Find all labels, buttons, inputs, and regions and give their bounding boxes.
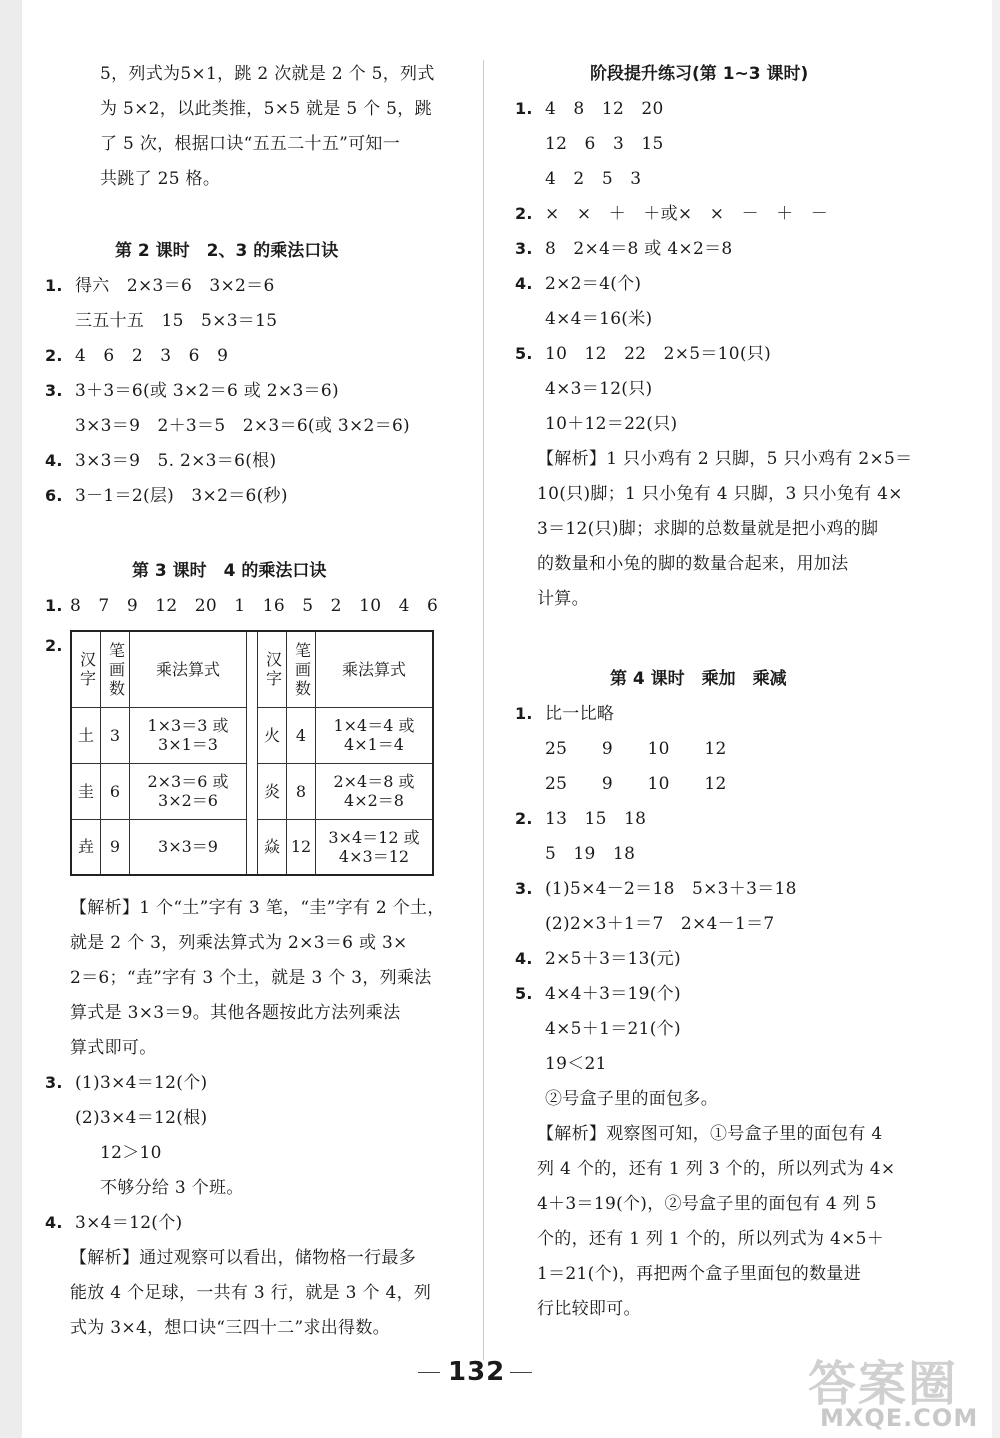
- page-number-dash-right: [510, 1372, 532, 1373]
- question-number: 5.: [515, 984, 533, 1003]
- answer-line: (2)3×4＝12(根): [75, 1108, 208, 1128]
- table-cell-char: 圭: [71, 763, 101, 819]
- table-row: [71, 819, 433, 875]
- answer-line: (2)2×3＋1＝7 2×4－1＝7: [545, 914, 775, 934]
- answer-line: (1)5×4－2＝18 5×3＋3＝18: [545, 879, 797, 899]
- question-number: 3.: [515, 239, 533, 258]
- analysis-line: 式为 3×4，想口诀“三四十二”求出得数。: [70, 1318, 390, 1338]
- answer-line: 3＋3＝6(或 3×2＝6 或 2×3＝6): [75, 381, 339, 401]
- answer-line: 4 6 2 3 6 9: [75, 346, 229, 366]
- analysis-line: 算式即可。: [70, 1038, 157, 1058]
- answer-line: (1)3×4＝12(个): [75, 1073, 208, 1093]
- answer-line: 3×3＝9 5. 2×3＝6(根): [75, 451, 277, 471]
- answer-line: 3－1＝2(层) 3×2＝6(秒): [75, 486, 288, 506]
- answer-line: × × ＋ ＋或× × － ＋ －: [545, 204, 829, 224]
- question-number: 2.: [515, 204, 533, 223]
- answer-line: 13 15 18: [545, 809, 647, 829]
- question-number: 3.: [515, 879, 533, 898]
- table-cell-char: 火: [258, 707, 287, 763]
- answer-line: 8 7 9 12 20 1 16 5 2 10 4 6: [70, 596, 439, 616]
- question-number: 2.: [515, 809, 533, 828]
- answer-line: 2×5＋3＝13(元): [545, 949, 681, 969]
- answer-line: 2×2＝4(个): [545, 274, 642, 294]
- question-number: 2.: [45, 636, 63, 655]
- answer-line: ②号盒子里的面包多。: [545, 1089, 718, 1109]
- question-number: 5.: [515, 344, 533, 363]
- answer-line: 10 12 22 2×5＝10(只): [545, 344, 772, 364]
- table-cell-strokes: 4: [287, 707, 316, 763]
- analysis-line: 【解析】1 个“土”字有 3 笔，“圭”字有 2 个土，: [70, 898, 445, 918]
- text-line: 了 5 次，根据口诀“五五二十五”可知一: [100, 134, 401, 154]
- answer-line: 3×4＝12(个): [75, 1213, 183, 1233]
- analysis-line: 列 4 个的，还有 1 列 3 个的，所以列式为 4×: [537, 1159, 896, 1179]
- analysis-line: 2＝6；“垚”字有 3 个土，就是 3 个 3，列乘法: [70, 968, 432, 988]
- question-number: 3.: [45, 381, 63, 400]
- section-title-lesson3: 第 3 课时 4 的乘法口诀: [132, 561, 327, 581]
- table-cell-strokes: 6: [101, 763, 130, 819]
- text-line: 为 5×2，以此类推，5×5 就是 5 个 5，跳: [100, 99, 432, 119]
- table-cell-char: 炎: [258, 763, 287, 819]
- answer-line: 25 9 10 12: [545, 774, 727, 794]
- table-cell-formula: 2×3＝6 或 3×2＝6: [130, 763, 247, 819]
- analysis-line: 的数量和小兔的脚的数量合起来，用加法: [537, 554, 849, 574]
- answer-line: 不够分给 3 个班。: [100, 1178, 244, 1198]
- watermark-logo: 答案圈: [808, 1356, 959, 1412]
- section-title-lesson2: 第 2 课时 2、3 的乘法口诀: [115, 241, 339, 261]
- table-header-formula: 乘法算式: [316, 631, 434, 707]
- page-gutter-left: [0, 0, 22, 1438]
- watermark-url: MXQE.COM: [820, 1404, 979, 1432]
- answer-line: 3×3＝9 2＋3＝5 2×3＝6(或 3×2＝6): [75, 416, 410, 436]
- analysis-line: 算式是 3×3＝9。其他各题按此方法列乘法: [70, 1003, 401, 1023]
- table-cell-formula: 3×4＝12 或 4×3＝12: [316, 819, 434, 875]
- analysis-line: 个的，还有 1 列 1 个的，所以列式为 4×5＋: [537, 1229, 885, 1249]
- analysis-line: 3＝12(只)脚；求脚的总数量就是把小鸡的脚: [537, 519, 879, 539]
- answer-line: 4 8 12 20: [545, 99, 664, 119]
- column-divider: [483, 60, 484, 1360]
- answer-line: 19＜21: [545, 1054, 607, 1074]
- analysis-line: 4＋3＝19(个)，②号盒子里的面包有 4 列 5: [537, 1194, 877, 1214]
- answer-line: 4×4＋3＝19(个): [545, 984, 681, 1004]
- question-number: 1.: [515, 99, 533, 118]
- answer-line: 4×5＋1＝21(个): [545, 1019, 681, 1039]
- page-edge-right: [992, 0, 1000, 1438]
- table-cell-strokes: 8: [287, 763, 316, 819]
- section-title-lesson4: 第 4 课时 乘加 乘减: [610, 669, 787, 689]
- table-cell-char: 土: [71, 707, 101, 763]
- answer-line: 4×3＝12(只): [545, 379, 653, 399]
- table-row: [71, 707, 433, 763]
- table-cell-strokes: 9: [101, 819, 130, 875]
- table-cell-strokes: 3: [101, 707, 130, 763]
- table-cell-formula: 1×3＝3 或 3×1＝3: [130, 707, 247, 763]
- analysis-line: 就是 2 个 3，列乘法算式为 2×3＝6 或 3×: [70, 933, 408, 953]
- answer-line: 4 2 5 3: [545, 169, 642, 189]
- text-line: 5，列式为5×1，跳 2 次就是 2 个 5，列式: [100, 64, 435, 84]
- answer-line: 4×4＝16(米): [545, 309, 653, 329]
- question-number: 1.: [45, 276, 63, 295]
- question-number: 2.: [45, 346, 63, 365]
- analysis-line: 【解析】1 只小鸡有 2 只脚，5 只小鸡有 2×5＝: [537, 449, 913, 469]
- table-header-formula: 乘法算式: [130, 631, 247, 707]
- question-number: 4.: [45, 451, 63, 470]
- text-line: 共跳了 25 格。: [100, 169, 221, 189]
- table-cell-formula: 2×4＝8 或 4×2＝8: [316, 763, 434, 819]
- question-number: 6.: [45, 486, 63, 505]
- table-cell-formula: 3×3＝9: [130, 819, 247, 875]
- answer-line: 12 6 3 15: [545, 134, 664, 154]
- table-cell-formula: 1×4＝4 或 4×1＝4: [316, 707, 434, 763]
- analysis-line: 行比较即可。: [537, 1299, 641, 1319]
- table-header-char: 汉字: [266, 650, 283, 689]
- answer-line: 得六 2×3＝6 3×2＝6: [75, 276, 275, 296]
- analysis-line: 【解析】通过观察可以看出，储物格一行最多: [70, 1248, 416, 1268]
- table-header-char: 汉字: [80, 650, 97, 689]
- page-number: 132: [448, 1357, 506, 1387]
- question-number: 4.: [515, 949, 533, 968]
- table-cell-char: 垚: [71, 819, 101, 875]
- analysis-line: 计算。: [537, 589, 589, 609]
- answer-line: 10＋12＝22(只): [545, 414, 678, 434]
- question-number: 1.: [515, 704, 533, 723]
- section-title-stage-practice: 阶段提升练习(第 1~3 课时): [590, 64, 809, 84]
- page-number-dash-left: [418, 1372, 440, 1373]
- analysis-line: 【解析】观察图可知，①号盒子里的面包有 4: [537, 1124, 883, 1144]
- question-number: 4.: [515, 274, 533, 293]
- table-row: [71, 763, 433, 819]
- answer-line: 比一比略: [545, 704, 615, 724]
- table-cell-strokes: 12: [287, 819, 316, 875]
- question-number: 1.: [45, 596, 63, 615]
- table-cell-char: 焱: [258, 819, 287, 875]
- answer-line: 三五十五 15 5×3＝15: [75, 311, 278, 331]
- question-number: 3.: [45, 1073, 63, 1092]
- analysis-line: 1＝21(个)，再把两个盒子里面包的数量进: [537, 1264, 862, 1284]
- answer-line: 25 9 10 12: [545, 739, 727, 759]
- question-number: 4.: [45, 1213, 63, 1232]
- answer-line: 8 2×4＝8 或 4×2＝8: [545, 239, 733, 259]
- answer-line: 12＞10: [100, 1143, 162, 1163]
- stroke-table: [70, 630, 434, 876]
- analysis-line: 能放 4 个足球，一共有 3 行，就是 3 个 4，列: [70, 1283, 432, 1303]
- table-header-strokes: 笔画数: [295, 640, 312, 698]
- answer-line: 5 19 18: [545, 844, 636, 864]
- analysis-line: 10(只)脚；1 只小兔有 4 只脚，3 只小兔有 4×: [537, 484, 903, 504]
- table-header-strokes: 笔画数: [109, 640, 126, 698]
